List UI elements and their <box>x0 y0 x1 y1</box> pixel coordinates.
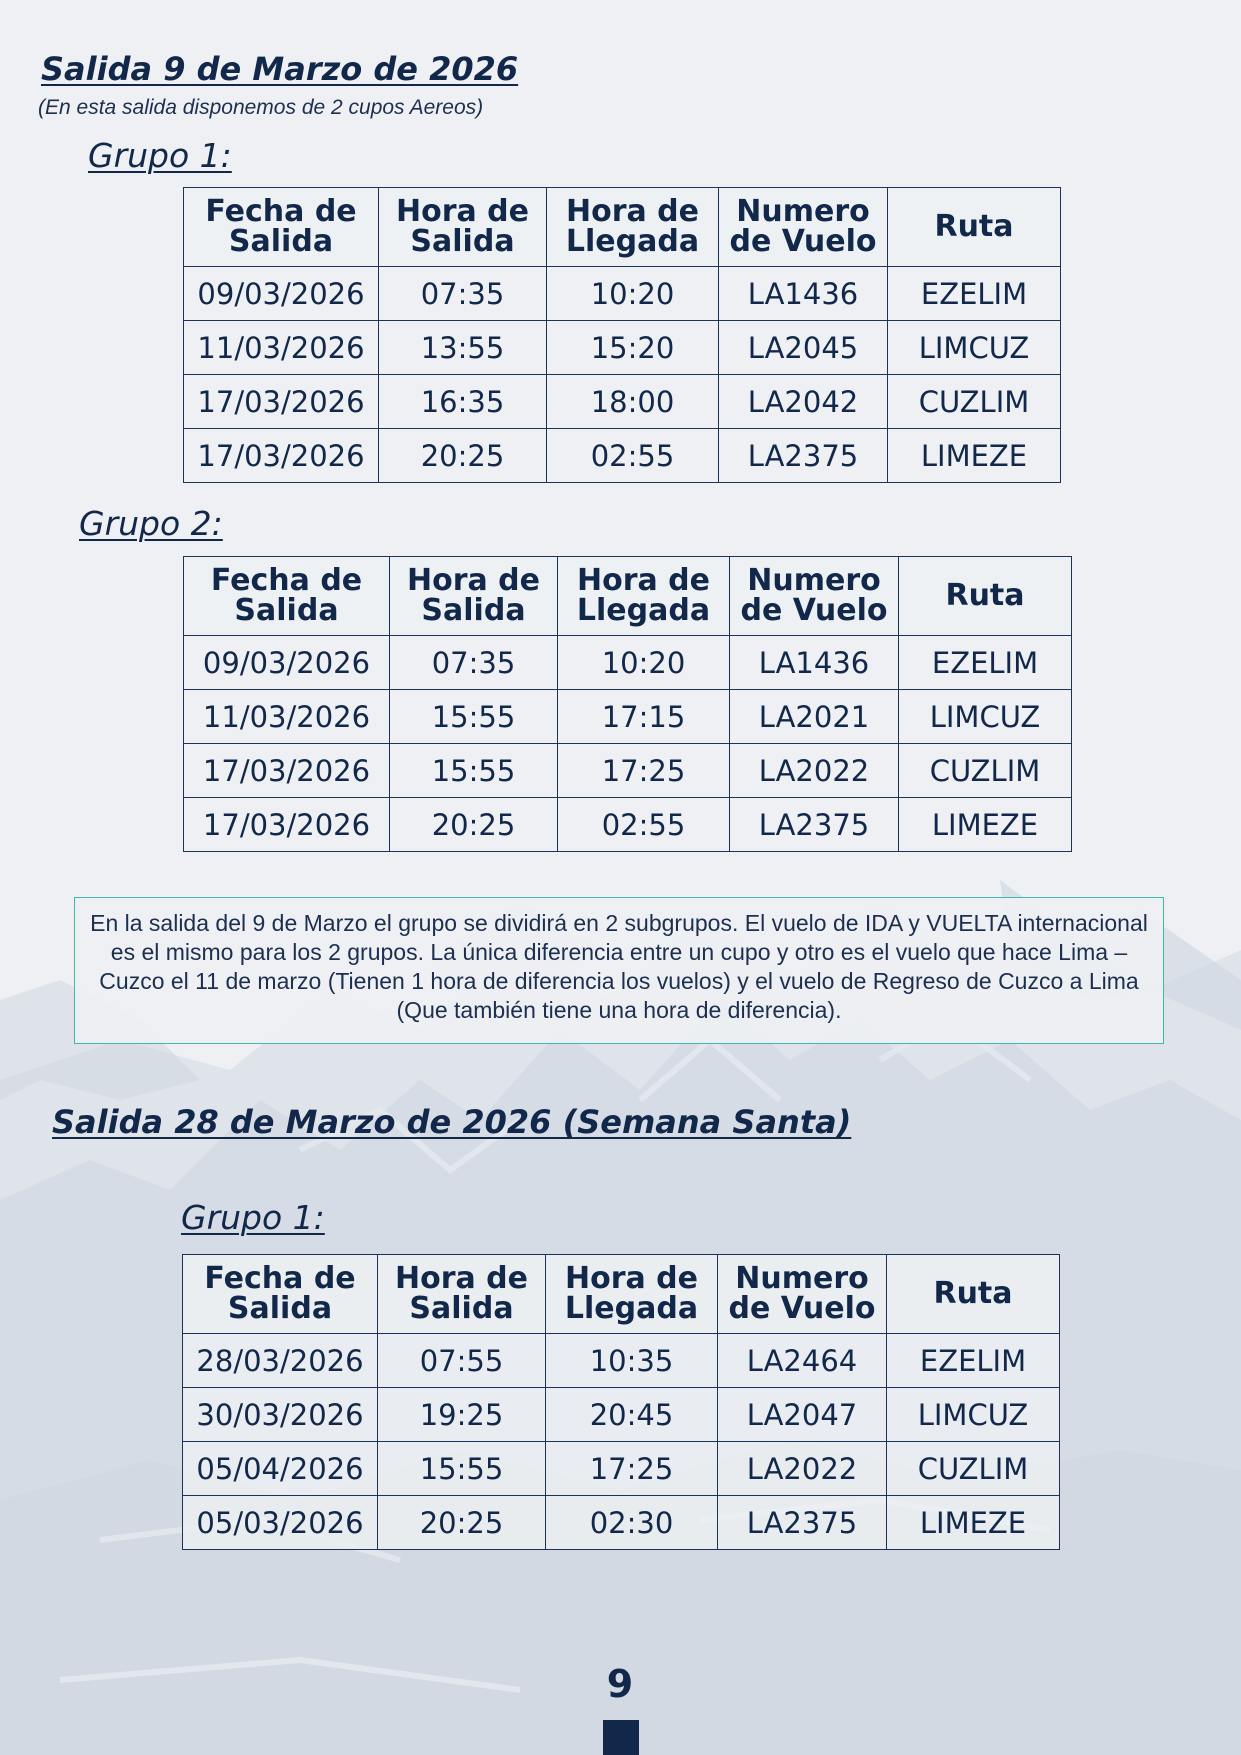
cell-vuelo: LA2045 <box>719 321 888 375</box>
cell-hora-llegada: 17:25 <box>558 744 730 798</box>
info-note-box <box>74 897 1164 1044</box>
header-ruta: Ruta <box>888 188 1061 267</box>
cell-hora-salida: 20:25 <box>379 429 547 483</box>
cell-hora-salida: 15:55 <box>390 690 558 744</box>
table-row <box>183 1496 1060 1550</box>
page-number: 9 <box>606 1662 634 1706</box>
table-header-row <box>183 1255 1060 1334</box>
table-row <box>184 636 1072 690</box>
cell-ruta: LIMCUZ <box>887 1388 1060 1442</box>
cell-fecha: 30/03/2026 <box>183 1388 378 1442</box>
cell-hora-llegada: 10:35 <box>546 1334 718 1388</box>
flights-table-semana-santa-grupo-1 <box>182 1254 1060 1550</box>
cell-hora-llegada: 02:55 <box>547 429 719 483</box>
cell-hora-llegada: 15:20 <box>547 321 719 375</box>
cell-hora-salida: 20:25 <box>390 798 558 852</box>
table-row <box>184 429 1061 483</box>
cell-hora-llegada: 10:20 <box>558 636 730 690</box>
info-note-text: En la salida del 9 de Marzo el grupo se dividirá en 2 subgrupos. El vuelo de IDA y VUELTA internacional es el mismo para los 2 grupos. La única diferencia entre un cupo y otro es el vuelo que hace Lima – Cuzco el 11 de marzo (Tienen 1 hora de diferencia los vuelos) y el vuelo de Regreso de Cuzco a Lima (Que también tiene una hora de diferencia). <box>90 910 1148 1023</box>
header-hora-llegada: Hora de Llegada <box>546 1255 718 1334</box>
cell-fecha: 17/03/2026 <box>184 429 379 483</box>
cell-vuelo: LA2375 <box>719 429 888 483</box>
cell-vuelo: LA2022 <box>730 744 899 798</box>
cell-hora-salida: 13:55 <box>379 321 547 375</box>
table-row <box>184 690 1072 744</box>
cell-ruta: CUZLIM <box>888 375 1061 429</box>
cell-hora-salida: 15:55 <box>390 744 558 798</box>
table-row <box>183 1388 1060 1442</box>
cell-vuelo: LA1436 <box>719 267 888 321</box>
group-2-title: Grupo 2: <box>79 504 223 543</box>
cell-ruta: LIMCUZ <box>888 321 1061 375</box>
header-numero-vuelo: Numero de Vuelo <box>719 188 888 267</box>
cell-ruta: LIMEZE <box>887 1496 1060 1550</box>
flights-table-marzo-grupo-1 <box>183 187 1061 483</box>
cell-hora-llegada: 10:20 <box>547 267 719 321</box>
cell-vuelo: LA2375 <box>718 1496 887 1550</box>
cell-hora-salida: 20:25 <box>378 1496 546 1550</box>
cell-hora-salida: 19:25 <box>378 1388 546 1442</box>
header-fecha-salida: Fecha de Salida <box>184 557 390 636</box>
cell-hora-salida: 15:55 <box>378 1442 546 1496</box>
page-number-bar <box>603 1720 639 1755</box>
cell-ruta: CUZLIM <box>887 1442 1060 1496</box>
cell-hora-salida: 07:35 <box>379 267 547 321</box>
cell-ruta: LIMEZE <box>888 429 1061 483</box>
cell-ruta: EZELIM <box>887 1334 1060 1388</box>
cell-ruta: LIMEZE <box>899 798 1072 852</box>
section-title-marzo-9: Salida 9 de Marzo de 2026 <box>41 50 519 88</box>
table-row <box>183 1442 1060 1496</box>
cell-ruta: CUZLIM <box>899 744 1072 798</box>
table-header-row <box>184 557 1072 636</box>
cell-hora-salida: 07:35 <box>390 636 558 690</box>
cell-vuelo: LA2042 <box>719 375 888 429</box>
header-hora-salida: Hora de Salida <box>378 1255 546 1334</box>
group-1-title-semana-santa: Grupo 1: <box>181 1198 325 1237</box>
cell-fecha: 05/03/2026 <box>183 1496 378 1550</box>
cell-hora-llegada: 02:30 <box>546 1496 718 1550</box>
cell-fecha: 05/04/2026 <box>183 1442 378 1496</box>
cell-hora-llegada: 20:45 <box>546 1388 718 1442</box>
cell-vuelo: LA2375 <box>730 798 899 852</box>
header-fecha-salida: Fecha de Salida <box>184 188 379 267</box>
section-title-semana-santa: Salida 28 de Marzo de 2026 (Semana Santa) <box>52 1103 852 1141</box>
header-hora-llegada: Hora de Llegada <box>547 188 719 267</box>
table-row <box>184 375 1061 429</box>
table-row <box>184 267 1061 321</box>
cell-fecha: 11/03/2026 <box>184 690 390 744</box>
table-row <box>184 798 1072 852</box>
cell-vuelo: LA2021 <box>730 690 899 744</box>
cell-hora-llegada: 17:15 <box>558 690 730 744</box>
cell-ruta: LIMCUZ <box>899 690 1072 744</box>
cell-fecha: 28/03/2026 <box>183 1334 378 1388</box>
cell-fecha: 11/03/2026 <box>184 321 379 375</box>
cell-ruta: EZELIM <box>888 267 1061 321</box>
header-ruta: Ruta <box>887 1255 1060 1334</box>
cell-vuelo: LA2022 <box>718 1442 887 1496</box>
section-subtitle: (En esta salida disponemos de 2 cupos Aereos) <box>38 96 484 119</box>
table-row <box>184 321 1061 375</box>
cell-hora-salida: 16:35 <box>379 375 547 429</box>
cell-vuelo: LA2464 <box>718 1334 887 1388</box>
cell-fecha: 17/03/2026 <box>184 744 390 798</box>
cell-vuelo: LA2047 <box>718 1388 887 1442</box>
header-ruta: Ruta <box>899 557 1072 636</box>
flights-table-marzo-grupo-2 <box>183 556 1072 852</box>
cell-vuelo: LA1436 <box>730 636 899 690</box>
header-numero-vuelo: Numero de Vuelo <box>718 1255 887 1334</box>
header-hora-llegada: Hora de Llegada <box>558 557 730 636</box>
header-hora-salida: Hora de Salida <box>390 557 558 636</box>
group-1-title: Grupo 1: <box>88 136 232 175</box>
cell-fecha: 17/03/2026 <box>184 375 379 429</box>
header-numero-vuelo: Numero de Vuelo <box>730 557 899 636</box>
cell-fecha: 09/03/2026 <box>184 636 390 690</box>
cell-hora-llegada: 17:25 <box>546 1442 718 1496</box>
cell-fecha: 09/03/2026 <box>184 267 379 321</box>
cell-hora-salida: 07:55 <box>378 1334 546 1388</box>
table-row <box>183 1334 1060 1388</box>
cell-hora-llegada: 18:00 <box>547 375 719 429</box>
cell-fecha: 17/03/2026 <box>184 798 390 852</box>
header-hora-salida: Hora de Salida <box>379 188 547 267</box>
table-row <box>184 744 1072 798</box>
table-header-row <box>184 188 1061 267</box>
header-fecha-salida: Fecha de Salida <box>183 1255 378 1334</box>
cell-hora-llegada: 02:55 <box>558 798 730 852</box>
cell-ruta: EZELIM <box>899 636 1072 690</box>
